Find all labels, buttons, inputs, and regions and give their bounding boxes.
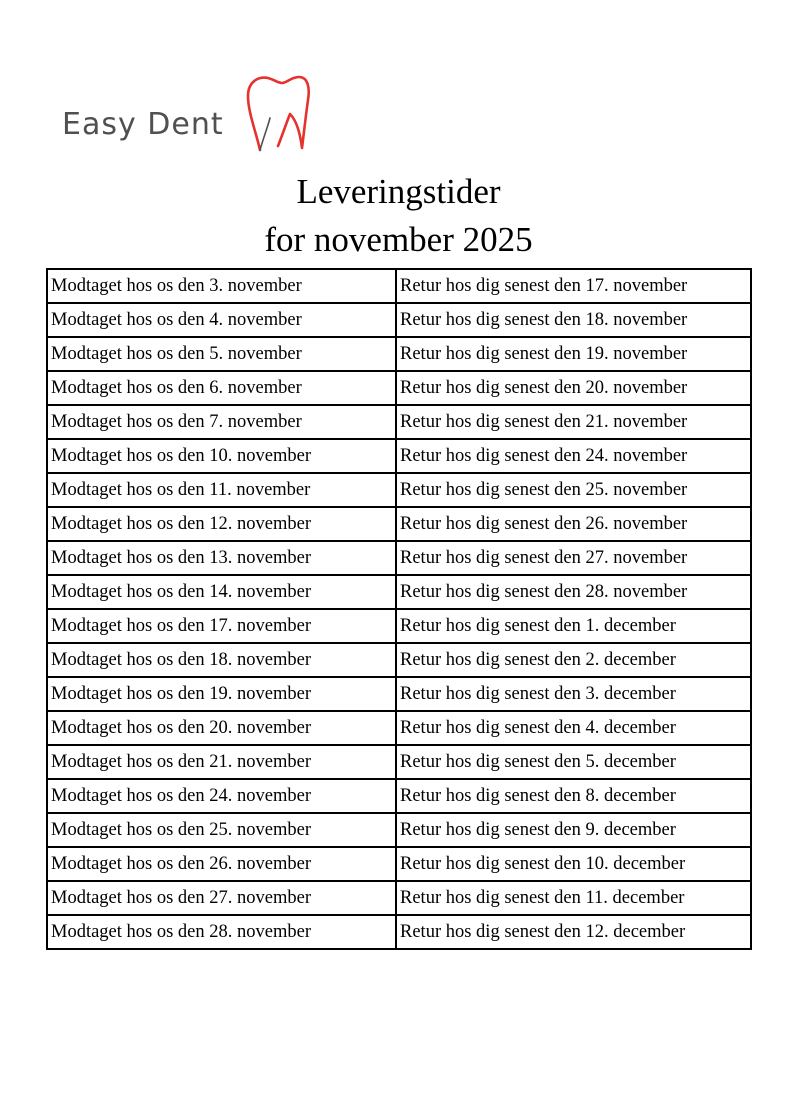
return-date-cell: Retur hos dig senest den 20. november bbox=[396, 371, 751, 405]
received-date-cell: Modtaget hos os den 3. november bbox=[47, 269, 396, 303]
table-row bbox=[47, 847, 751, 881]
return-date-cell: Retur hos dig senest den 4. december bbox=[396, 711, 751, 745]
easy-dent-logo bbox=[62, 72, 322, 152]
received-date-cell: Modtaget hos os den 28. november bbox=[47, 915, 396, 949]
return-date-cell: Retur hos dig senest den 28. november bbox=[396, 575, 751, 609]
received-date-cell: Modtaget hos os den 27. november bbox=[47, 881, 396, 915]
table-row bbox=[47, 473, 751, 507]
return-date-cell: Retur hos dig senest den 19. november bbox=[396, 337, 751, 371]
table-row bbox=[47, 575, 751, 609]
table-row bbox=[47, 677, 751, 711]
table-row bbox=[47, 541, 751, 575]
page-subtitle: for november 2025 bbox=[264, 220, 533, 259]
return-date-cell: Retur hos dig senest den 3. december bbox=[396, 677, 751, 711]
table-row bbox=[47, 269, 751, 303]
return-date-cell: Retur hos dig senest den 2. december bbox=[396, 643, 751, 677]
table-row bbox=[47, 303, 751, 337]
table-row bbox=[47, 371, 751, 405]
table-row bbox=[47, 643, 751, 677]
table-row bbox=[47, 711, 751, 745]
return-date-cell: Retur hos dig senest den 5. december bbox=[396, 745, 751, 779]
received-date-cell: Modtaget hos os den 17. november bbox=[47, 609, 396, 643]
received-date-cell: Modtaget hos os den 5. november bbox=[47, 337, 396, 371]
table-row bbox=[47, 745, 751, 779]
received-date-cell: Modtaget hos os den 20. november bbox=[47, 711, 396, 745]
return-date-cell: Retur hos dig senest den 24. november bbox=[396, 439, 751, 473]
tooth-icon bbox=[242, 72, 312, 152]
received-date-cell: Modtaget hos os den 4. november bbox=[47, 303, 396, 337]
delivery-schedule-table bbox=[46, 268, 752, 950]
table-row bbox=[47, 813, 751, 847]
table-row bbox=[47, 881, 751, 915]
received-date-cell: Modtaget hos os den 19. november bbox=[47, 677, 396, 711]
return-date-cell: Retur hos dig senest den 9. december bbox=[396, 813, 751, 847]
received-date-cell: Modtaget hos os den 7. november bbox=[47, 405, 396, 439]
return-date-cell: Retur hos dig senest den 1. december bbox=[396, 609, 751, 643]
received-date-cell: Modtaget hos os den 18. november bbox=[47, 643, 396, 677]
return-date-cell: Retur hos dig senest den 21. november bbox=[396, 405, 751, 439]
table-row bbox=[47, 779, 751, 813]
table-row bbox=[47, 609, 751, 643]
received-date-cell: Modtaget hos os den 12. november bbox=[47, 507, 396, 541]
received-date-cell: Modtaget hos os den 26. november bbox=[47, 847, 396, 881]
table-row bbox=[47, 507, 751, 541]
table-row bbox=[47, 439, 751, 473]
received-date-cell: Modtaget hos os den 21. november bbox=[47, 745, 396, 779]
table-row bbox=[47, 915, 751, 949]
received-date-cell: Modtaget hos os den 13. november bbox=[47, 541, 396, 575]
return-date-cell: Retur hos dig senest den 26. november bbox=[396, 507, 751, 541]
return-date-cell: Retur hos dig senest den 25. november bbox=[396, 473, 751, 507]
return-date-cell: Retur hos dig senest den 8. december bbox=[396, 779, 751, 813]
received-date-cell: Modtaget hos os den 10. november bbox=[47, 439, 396, 473]
table-row bbox=[47, 405, 751, 439]
table-row bbox=[47, 337, 751, 371]
return-date-cell: Retur hos dig senest den 10. december bbox=[396, 847, 751, 881]
received-date-cell: Modtaget hos os den 11. november bbox=[47, 473, 396, 507]
return-date-cell: Retur hos dig senest den 11. december bbox=[396, 881, 751, 915]
return-date-cell: Retur hos dig senest den 17. november bbox=[396, 269, 751, 303]
received-date-cell: Modtaget hos os den 24. november bbox=[47, 779, 396, 813]
return-date-cell: Retur hos dig senest den 12. december bbox=[396, 915, 751, 949]
received-date-cell: Modtaget hos os den 6. november bbox=[47, 371, 396, 405]
return-date-cell: Retur hos dig senest den 27. november bbox=[396, 541, 751, 575]
received-date-cell: Modtaget hos os den 14. november bbox=[47, 575, 396, 609]
received-date-cell: Modtaget hos os den 25. november bbox=[47, 813, 396, 847]
page-title: Leveringstider bbox=[296, 172, 501, 211]
logo-text: Easy Dent bbox=[62, 107, 224, 142]
return-date-cell: Retur hos dig senest den 18. november bbox=[396, 303, 751, 337]
